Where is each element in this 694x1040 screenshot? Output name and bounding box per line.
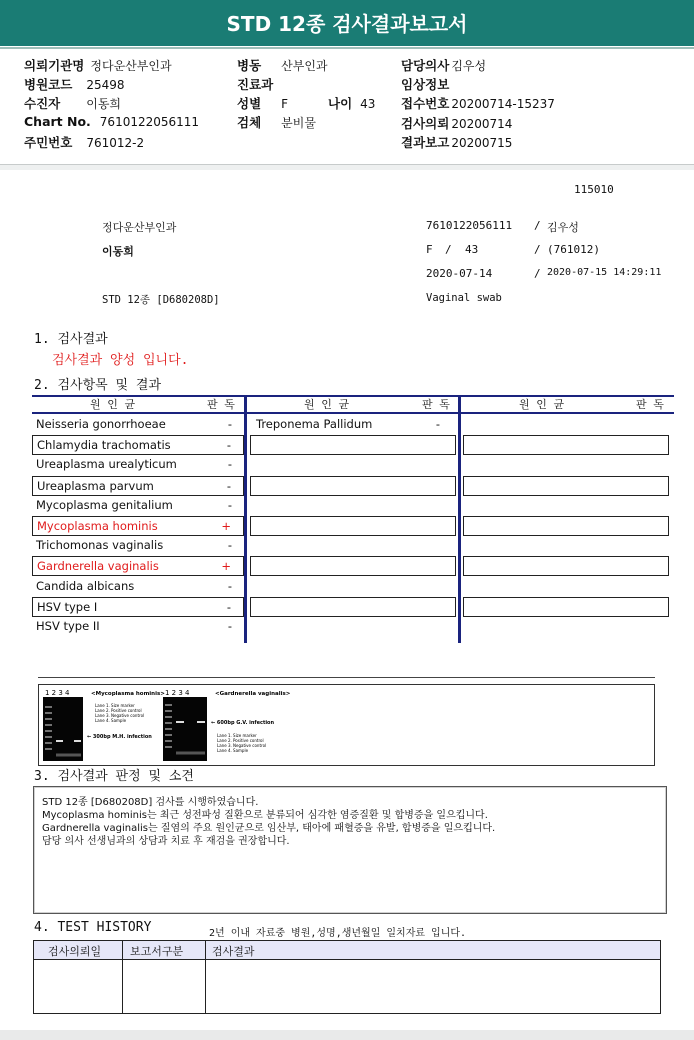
summary-sep3: / [534,267,541,280]
table-divider-1 [244,395,247,643]
result-row [32,476,244,496]
specimen-label: 검체 [237,115,262,130]
summary-report-datetime: 2020-07-15 14:29:11 [547,267,662,278]
report-id: 115010 [574,183,614,196]
summary-specimen: Vaginal swab [426,292,502,304]
opinion-line: 담당 의사 선생님과의 상담과 치료 후 재검을 권장합니다. [42,836,290,847]
result-row [32,455,244,475]
institution-label: 의뢰기관명 [24,58,85,73]
section4-note: 2년 이내 자료중 병원,성명,생년월일 일치자료 입니다. [209,928,467,939]
gel-left-legend: Lane 2. Positive control [95,708,142,713]
gel-right-band-label: ← 600bp G.V. infection [211,720,275,726]
empty-cell [463,597,669,617]
section2-title: 2. 검사항목 및 결과 [34,378,162,393]
col3-pathogen-header: 원 인 균 [519,398,565,411]
summary-doctor-sep: / [534,219,541,232]
chart-no-value: 7610122056111 [99,115,200,129]
judgment-value: + [221,559,231,573]
summary-sep1: / [445,243,452,256]
chart-no-label: Chart No. [24,114,91,129]
empty-cell [250,556,456,576]
resident-no-label: 주민번호 [24,135,73,150]
sex-value: F [281,97,289,111]
pathogen-name: Gardnerella vaginalis [37,559,159,573]
history-col-result: 검사결과 [212,945,255,958]
empty-cell [463,476,669,496]
age-label: 나이 [328,96,353,111]
judgment-value: - [435,417,440,431]
ward-value: 산부인과 [281,59,328,73]
summary-sep2: / [534,243,541,256]
judgment-value: - [227,457,232,471]
gel-left-legend: Lane 1. Size marker [95,703,135,708]
doctor-value: 김우성 [451,59,487,73]
header-divider [0,164,694,170]
judgment-value: - [226,479,231,493]
report-header [0,52,694,162]
result-row [32,415,244,435]
section1-result: 검사결과 양성 입니다. [52,353,189,368]
empty-cell [250,435,456,455]
opinion-line: Gardnerella vaginalis는 질염의 주요 원인균으로 임산부, 태아에 패혈증을 유발, 합병증을 일으킵니다. [42,823,496,834]
sex-label: 성별 [237,96,262,111]
pathogen-name: HSV type I [37,600,98,614]
result-row-positive [32,556,244,576]
receipt-no-row [401,94,555,112]
resident-no-value: 761012-2 [86,136,145,150]
result-row [32,536,244,556]
patient-value: 이동희 [86,97,122,111]
judgment-value: - [227,417,232,431]
pathogen-name: Mycoplasma genitalium [36,498,173,512]
col3-judgment-header: 판 독 [636,398,664,411]
history-col-request-date: 검사의뢰일 [48,945,102,958]
receipt-no-label: 접수번호 [401,96,450,111]
history-table [33,940,661,1014]
sex-row [237,94,288,112]
table-header-rule [32,412,674,414]
pathogen-name: Mycoplasma hominis [37,519,158,533]
judgment-value: - [226,600,231,614]
age-value: 43 [360,97,376,111]
hospital-code-label: 병원코드 [24,77,73,92]
result-row [32,435,244,455]
report-date-label: 결과보고 [401,135,450,150]
age-row [328,94,375,112]
empty-cell [250,516,456,536]
gel-right-legend: Lane 2. Positive control [217,738,264,743]
gel-left-legend: Lane 3. Negative control [95,713,145,718]
judgment-value: - [226,438,231,452]
empty-cell [250,476,456,496]
history-col-divider [122,941,123,1013]
pathogen-name: Treponema Pallidum [256,417,373,431]
title-divider [0,47,694,49]
report-title: STD 12종 검사결과보고서 [0,0,694,46]
gel-image-panel [38,684,655,766]
section3-title: 3. 검사결과 판정 및 소견 [34,769,194,784]
result-row [32,617,244,637]
gel-left-title: <Mycoplasma hominis> [91,691,165,697]
opinion-line: STD 12종 [D680208D] 검사를 시행하였습니다. [42,797,259,808]
summary-institution: 정다운산부인과 [102,221,177,234]
col2-judgment-header: 판 독 [422,398,450,411]
history-table-header [34,941,660,960]
institution-row [24,56,172,74]
pathogen-name: Candida albicans [36,579,135,593]
ward-label: 병동 [237,58,262,73]
pathogen-name: Chlamydia trachomatis [37,438,171,452]
opinion-box [33,786,667,914]
request-date-value: 20200714 [451,117,513,131]
pathogen-name: Ureaplasma parvum [37,479,154,493]
receipt-no-value: 20200714-15237 [451,97,555,111]
hospital-code-value: 25498 [86,78,125,92]
judgment-value: - [227,498,232,512]
request-date-row [401,114,512,132]
result-row [32,577,244,597]
pathogen-name: Neisseria gonorrhoeae [36,417,166,431]
footer-band [0,1030,694,1040]
result-table [32,395,674,643]
department-label: 진료과 [237,77,274,92]
ward-row [237,56,328,74]
specimen-row [237,113,316,131]
department-row [237,75,279,93]
summary-sex: F [426,243,433,256]
section1-title: 1. 검사결과 [34,332,108,347]
empty-cell [250,597,456,617]
report-date-row [401,133,512,151]
col2-pathogen-header: 원 인 균 [304,398,350,411]
gel-right-legend: Lane 3. Negative control [217,743,267,748]
report-date-value: 20200715 [451,136,513,150]
judgment-value: - [227,579,232,593]
doctor-label: 담당의사 [401,58,450,73]
section4-title: 4. TEST HISTORY [34,920,152,935]
history-col-divider [205,941,206,1013]
request-date-label: 검사의뢰 [401,116,450,131]
specimen-value: 분비물 [281,116,316,130]
patient-label: 수진자 [24,96,61,111]
hospital-code-row [24,75,125,93]
resident-no-row [24,133,144,151]
summary-age: 43 [465,243,479,256]
chart-no-row [24,114,199,129]
result-row [252,415,452,435]
clinical-info-row [401,75,455,93]
judgment-value: + [221,519,231,533]
gel-left-lanes: 1 2 3 4 [45,689,70,697]
clinical-info-label: 임상정보 [401,77,450,92]
opinion-line: Mycoplasma hominis는 최근 성전파성 질환으로 분류되어 심각한 염증질환 및 합병증을 일으킵니다. [42,810,488,821]
gel-right-legend: Lane 4. Sample [217,748,249,753]
gel-right-lanes: 1 2 3 4 [165,689,190,697]
pathogen-name: Ureaplasma urealyticum [36,457,177,471]
result-row [32,496,244,516]
summary-receipt-date: 2020-07-14 [426,267,493,280]
history-col-report-type: 보고서구분 [130,945,184,958]
gel-electrophoresis-image [39,685,656,767]
summary-doctor: 김우성 [547,221,579,234]
gel-right-title: <Gardnerella vaginalis> [215,691,291,697]
gel-left-legend: Lane 4. Sample [95,718,127,723]
empty-cell [463,516,669,536]
gel-divider [38,677,655,678]
pathogen-name: HSV type II [36,619,100,633]
summary-chart-no: 7610122056111 [426,219,513,232]
summary-test-code: STD 12종 [D680208D] [102,294,220,306]
col1-judgment-header: 판 독 [207,398,235,411]
summary-patient: 이동희 [102,245,134,258]
institution-value: 정다운산부인과 [90,59,172,73]
table-divider-2 [458,395,461,643]
judgment-value: - [227,538,232,552]
patient-row [24,94,121,112]
empty-cell [463,435,669,455]
doctor-row [401,56,486,74]
pathogen-name: Trichomonas vaginalis [36,538,164,552]
result-row [32,597,244,617]
judgment-value: - [227,619,232,633]
empty-cell [463,556,669,576]
result-row-positive [32,516,244,536]
gel-right-legend: Lane 1. Size marker [217,733,257,738]
summary-birth: (761012) [547,243,600,256]
gel-left-band-label: ← 300bp M.H. infection [87,734,152,740]
col1-pathogen-header: 원 인 균 [90,398,136,411]
